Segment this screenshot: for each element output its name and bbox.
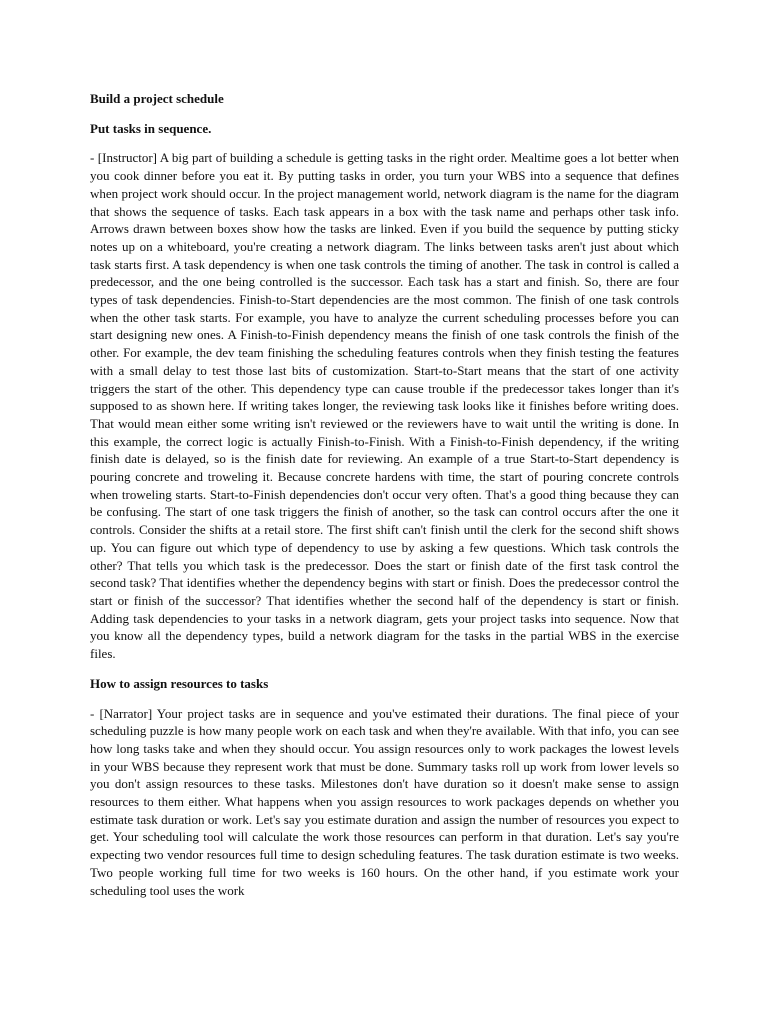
section-body-sequence: - [Instructor] A big part of building a schedule is getting tasks in the right order. Mealtime goes a lot better when you cook dinner before you eat it. By putting tasks in order, you turn your WBS into a sequence that defines when project work should occur. In the project management world, network diagram is the name for the diagram that shows the sequence of tasks. Each task appears in a box with the task name and perhaps other task info. Arrows drawn between boxes show how the tasks are linked. Even if you build the sequence by putting sticky notes up on a whiteboard, you're creating a network diagram. The links between tasks aren't just about which task starts first. A task dependency is when one task controls the timing of another. The task in control is called a predecessor, and the one being controlled is the successor. Each task has a start and finish. So, there are four types of task dependencies. Finish-to-Start dependencies are the most common. The finish of one task controls when the other task starts. For example, you have to analyze the current scheduling processes before you can start designing new ones. A Finish-to-Finish dependency means the finish of one task controls the finish of the other. For example, the dev team finishing the scheduling features controls when they finish testing the features with a small delay to test those last bits of customization. Start-to-Start means that the start of one activity triggers the start of the other. This dependency type can cause trouble if the predecessor takes longer than it's supposed to as shown here. If writing takes longer, the reviewing task looks like it finishes before writing does. That would mean either some writing isn't reviewed or the reviewers have to wait until the writing is done. In this example, the correct logic is actually Finish-to-Finish. With a Finish-to-Finish dependency, if the writing finish date is delayed, so is the finish date for reviewing. An example of a true Start-to-Start dependency is pouring concrete and troweling it. Because concrete hardens with time, the start of pouring concrete controls when troweling starts. Start-to-Finish dependencies don't occur very often. That's a good thing because they can be confusing. The start of one task triggers the finish of another, so the task can control occurs after the one it controls. Consider the shifts at a retail store. The first shift can't finish until the clerk for the second shift shows up. You can figure out which type of dependency to use by asking a few questions. Which task controls the other? That tells you which task is the predecessor. Does the start or finish date of the first task control the second task? That identifies whether the dependency begins with start or finish. Does the predecessor control the start or finish of the successor? That identifies whether the second half of the dependency is start or finish. Adding task dependencies to your tasks in a network diagram, gets your project tasks into sequence. Now that you know all the dependency types, build a network diagram for the tasks in the partial WBS in the exercise files. bbox=[90, 150, 679, 662]
section-heading-resources: How to assign resources to tasks bbox=[90, 675, 269, 691]
document-page bbox=[90, 90, 679, 911]
section-heading-sequence: Put tasks in sequence. bbox=[90, 120, 212, 136]
document-title: Build a project schedule bbox=[90, 91, 224, 106]
section-body-resources: - [Narrator] Your project tasks are in sequence and you've estimated their durations. The final piece of your scheduling puzzle is how many people work on each task and when they're available. With that info, you can see how long tasks take and when they should occur. You assign resources only to work packages the lowest levels in your WBS because they represent work that must be done. Summary tasks roll up work from lower levels so you don't assign resources to these tasks. Milestones don't have duration so it doesn't make sense to assign resources to them either. What happens when you assign resources to work packages depends on whether you estimate task duration or work. Let's say you estimate duration and assign the number of resources you expect to get. Your scheduling tool will calculate the work those resources can perform in that duration. Let's say you're expecting two vendor resources full time to design scheduling features. The task duration estimate is two weeks. Two people working full time for two weeks is 160 hours. On the other hand, if you estimate work your scheduling tool uses the work bbox=[90, 705, 679, 898]
